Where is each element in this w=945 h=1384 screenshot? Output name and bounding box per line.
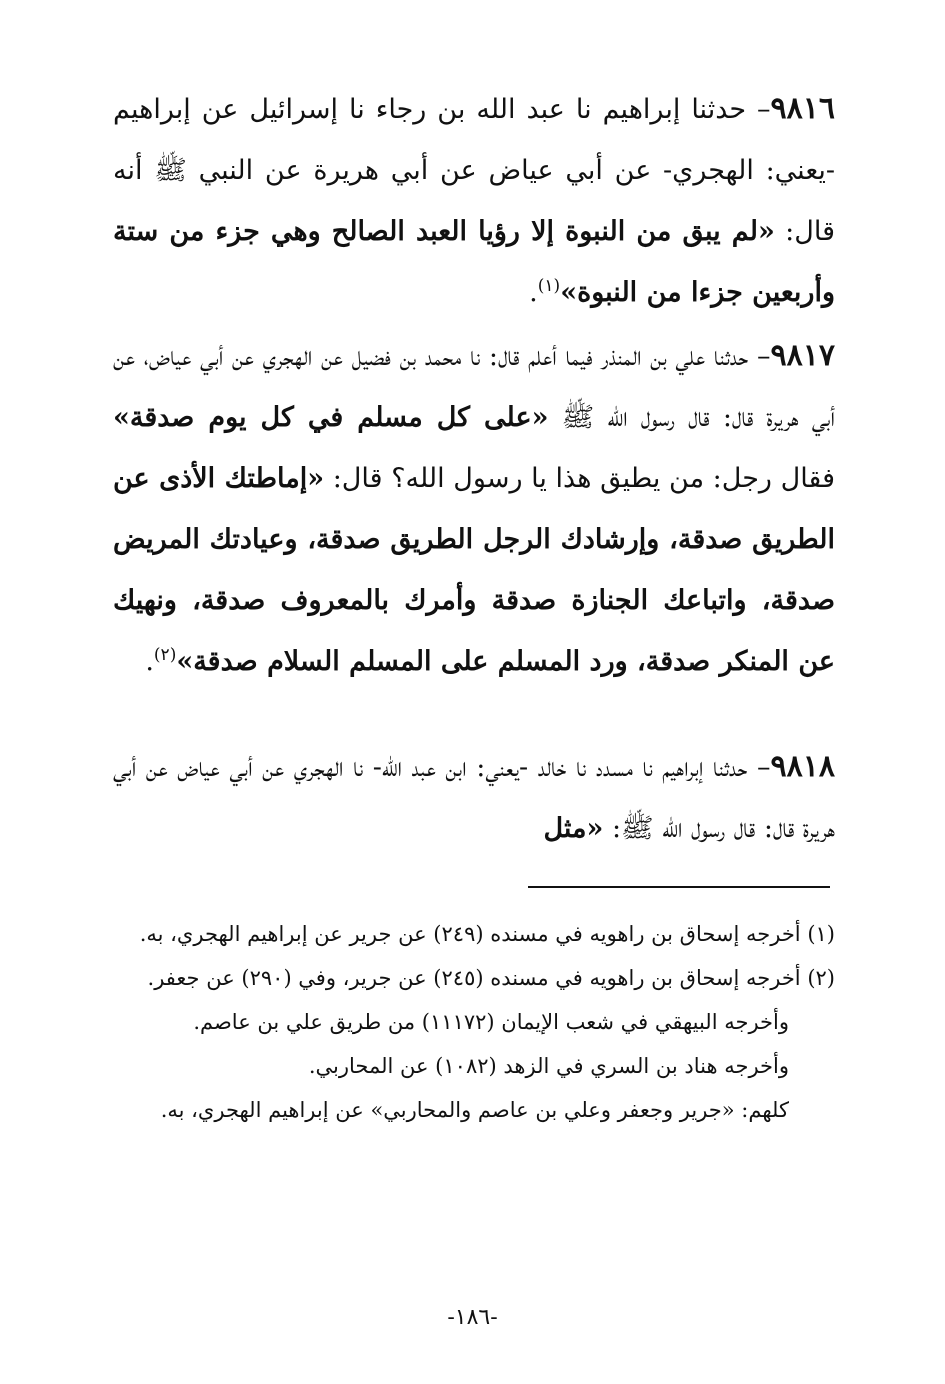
page-number: -١٨٦- (447, 1305, 498, 1330)
footnote-ref: (١) (537, 276, 561, 296)
hadith-narration: فقال رجل: من يطيق هذا يا رسول الله؟ قال: (324, 463, 835, 494)
footnote-2-line-3: وأخرجه هناد بن السري في الزهد (١٠٨٢) عن المحاربي. (308, 1054, 789, 1078)
hadith-isnad: – حدثنا إبراهيم نا عبد الله بن رجاء نا إسرائيل عن إبراهيم -يعني: الهجري- عن أبي عياض عن أبي هريرة عن النبي ﷺ أنه قال: (113, 94, 835, 247)
footnote-2: (٢) أخرجه إسحاق بن راهويه في مسنده (٢٤٥) عن جرير، وفي (٢٩٠) عن جعفر. (147, 966, 835, 990)
footnote-2-line-2: وأخرجه البيهقي في شعب الإيمان (١١١٧٢) من طريق علي بن عاصم. (193, 1010, 789, 1034)
hadith-isnad: – حدثنا علي بن المنذر فيما أعلم قال: نا محمد بن فضيل عن الهجري عن أبي عياض، عن أبي هريرة قال: قال رسول الله ﷺ (113, 341, 835, 433)
hadith-9817 (113, 325, 835, 692)
hadith-9816 (113, 78, 835, 323)
hadith-number: ٩٨١٧ (770, 338, 835, 373)
hadith-number: ٩٨١٦ (770, 91, 835, 126)
footnote-2-line-4: كلهم: «جرير وجعفر وعلي بن عاصم والمحاربي» عن إبراهيم الهجري، به. (160, 1098, 789, 1122)
footnote-separator (528, 886, 830, 888)
footnote-1: (١) أخرجه إسحاق بن راهويه في مسنده (٢٤٩) عن جرير عن إبراهيم الهجري، به. (139, 922, 835, 946)
hadith-matn: «لم يبق من النبوة إلا رؤيا العبد الصالح وهي جزء من ستة وأربعين جزءا من النبوة» (113, 216, 835, 308)
hadith-matn-continued: «إماطتك الأذى عن الطريق صدقة، وإرشادك الرجل الطريق صدقة، وعيادتك المريض صدقة، واتباعك الجنازة صدقة وأمرك بالمعروف صدقة، ونهيك عن المنكر صدقة، ورد المسلم على المسلم السلام صدقة» (113, 463, 835, 677)
hadith-matn: «مثل (543, 813, 604, 844)
hadith-matn: «على كل مسلم في كل يوم صدقة» (113, 402, 549, 433)
hadith-9818 (113, 736, 835, 859)
hadith-number: ٩٨١٨ (770, 749, 835, 784)
hadith-isnad: – حدثنا إبراهيم نا مسدد نا خالد -يعني: ابن عبد الله- نا الهجري عن أبي عياض عن أبي هريرة قال: قال رسول الله ﷺ: (113, 752, 835, 844)
footnotes (113, 912, 835, 1132)
hadith-end: . (529, 277, 538, 308)
footnote-ref: (٢) (153, 645, 177, 665)
hadith-end: . (145, 646, 154, 677)
